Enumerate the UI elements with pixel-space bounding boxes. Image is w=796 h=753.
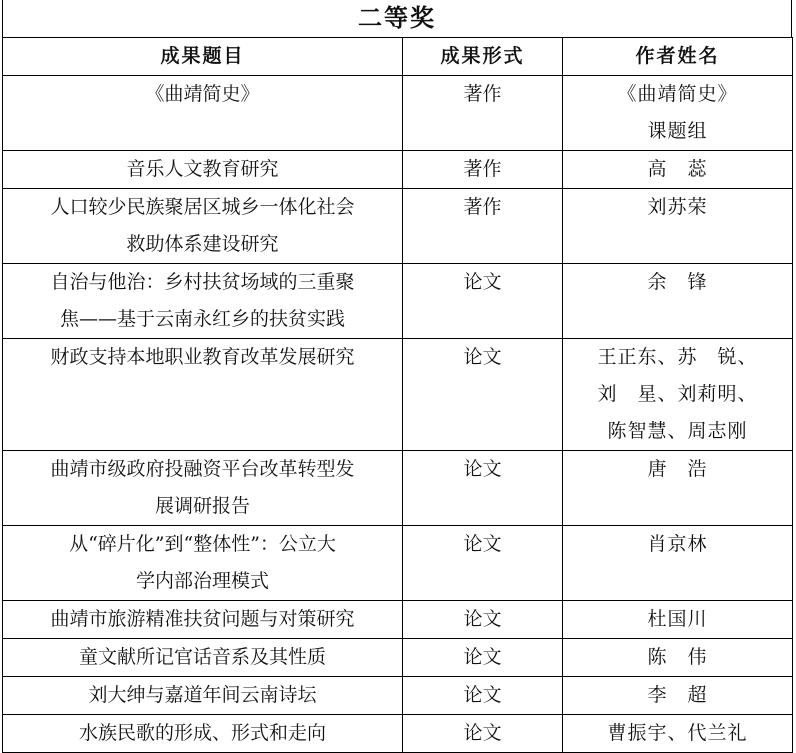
achievement-form-cell	[403, 601, 563, 639]
author-name-cell	[563, 639, 793, 677]
achievement-title-line: 刘大绅与嘉道年间云南诗坛	[88, 684, 317, 706]
author-name-line: 杜国川	[647, 608, 708, 630]
achievement-title-line: 救助体系建设研究	[126, 233, 279, 255]
table-body	[3, 76, 793, 753]
achievement-title-line: 曲靖市级政府投融资平台改革转型发	[50, 458, 355, 480]
header-achievement-form: 成果形式	[403, 38, 563, 76]
achievement-form-text: 论文	[463, 346, 502, 368]
achievement-title-line: 从“碎片化”到“整体性”：公立大	[69, 533, 336, 555]
table-row	[3, 601, 793, 639]
author-name-line: 刘苏荣	[647, 196, 708, 218]
author-name-cell	[563, 339, 793, 451]
achievement-title-cell	[3, 76, 403, 151]
achievement-title-line: 自治与他治：乡村扶贫场域的三重聚	[50, 271, 355, 293]
author-name-line: 陈智慧、周志刚	[607, 420, 748, 442]
table-row	[3, 639, 793, 677]
achievement-form-cell	[403, 189, 563, 264]
achievement-form-text: 著作	[463, 158, 502, 180]
table-row	[3, 451, 793, 526]
achievement-form-text: 论文	[463, 608, 502, 630]
author-name-cell	[563, 189, 793, 264]
table-row	[3, 76, 793, 151]
achievement-form-cell	[403, 639, 563, 677]
author-name-cell	[563, 715, 793, 753]
achievement-title-line: 曲靖市旅游精准扶贫问题与对策研究	[50, 608, 355, 630]
author-name-line: 课题组	[647, 120, 708, 142]
achievement-title-cell	[3, 189, 403, 264]
table-row	[3, 677, 793, 715]
table-row	[3, 151, 793, 189]
achievement-title-cell	[3, 639, 403, 677]
achievement-form-text: 论文	[463, 684, 502, 706]
author-name-line: 高 蕊	[647, 158, 708, 180]
achievement-form-cell	[403, 526, 563, 601]
achievement-form-text: 论文	[463, 722, 502, 744]
achievement-form-cell	[403, 677, 563, 715]
author-name-line: 曹振宇、代兰礼	[607, 722, 748, 744]
award-document	[2, 0, 792, 753]
header-author-name: 作者姓名	[563, 38, 793, 76]
achievement-title-line: 学内部治理模式	[135, 570, 269, 592]
achievement-title-cell	[3, 526, 403, 601]
author-name-cell	[563, 601, 793, 639]
achievement-title-line: 音乐人文教育研究	[126, 158, 279, 180]
author-name-line: 肖京林	[647, 533, 708, 555]
author-name-line: 刘 星、刘莉明、	[597, 383, 758, 405]
achievement-title-line: 《曲靖简史》	[145, 83, 260, 105]
achievement-form-cell	[403, 76, 563, 151]
header-achievement-title: 成果题目	[3, 38, 403, 76]
achievement-form-text: 著作	[463, 83, 502, 105]
table-header-row	[3, 38, 793, 76]
author-name-line: 余 锋	[647, 271, 708, 293]
achievement-title-line: 财政支持本地职业教育改革发展研究	[50, 346, 355, 368]
achievement-form-cell	[403, 715, 563, 753]
achievement-form-cell	[403, 339, 563, 451]
achievement-form-cell	[403, 451, 563, 526]
author-name-cell	[563, 526, 793, 601]
author-name-line: 唐 浩	[647, 458, 708, 480]
achievement-form-text: 著作	[463, 196, 502, 218]
author-name-cell	[563, 151, 793, 189]
achievement-form-text: 论文	[463, 458, 502, 480]
awards-table	[2, 37, 793, 753]
award-level-title: 二等奖	[2, 0, 792, 37]
achievement-title-line: 展调研报告	[154, 495, 250, 517]
achievement-title-cell	[3, 715, 403, 753]
table-row	[3, 339, 793, 451]
author-name-line: 陈 伟	[647, 646, 708, 668]
table-row	[3, 526, 793, 601]
achievement-form-text: 论文	[463, 271, 502, 293]
author-name-cell	[563, 76, 793, 151]
achievement-form-text: 论文	[463, 646, 502, 668]
achievement-title-cell	[3, 601, 403, 639]
author-name-line: 李 超	[647, 684, 708, 706]
achievement-title-cell	[3, 264, 403, 339]
achievement-title-line: 水族民歌的形成、形式和走向	[78, 722, 326, 744]
achievement-title-line: 焦——基于云南永红乡的扶贫实践	[59, 308, 345, 330]
achievement-form-text: 论文	[463, 533, 502, 555]
table-row	[3, 189, 793, 264]
achievement-title-cell	[3, 339, 403, 451]
table-row	[3, 264, 793, 339]
achievement-form-cell	[403, 151, 563, 189]
achievement-title-line: 人口较少民族聚居区城乡一体化社会	[50, 196, 355, 218]
achievement-title-line: 童文献所记官话音系及其性质	[78, 646, 326, 668]
author-name-line: 王正东、苏 锐、	[597, 346, 758, 368]
achievement-title-cell	[3, 677, 403, 715]
achievement-title-cell	[3, 151, 403, 189]
author-name-line: 《曲靖简史》	[617, 83, 738, 105]
achievement-title-cell	[3, 451, 403, 526]
author-name-cell	[563, 451, 793, 526]
achievement-form-cell	[403, 264, 563, 339]
table-row	[3, 715, 793, 753]
author-name-cell	[563, 677, 793, 715]
author-name-cell	[563, 264, 793, 339]
